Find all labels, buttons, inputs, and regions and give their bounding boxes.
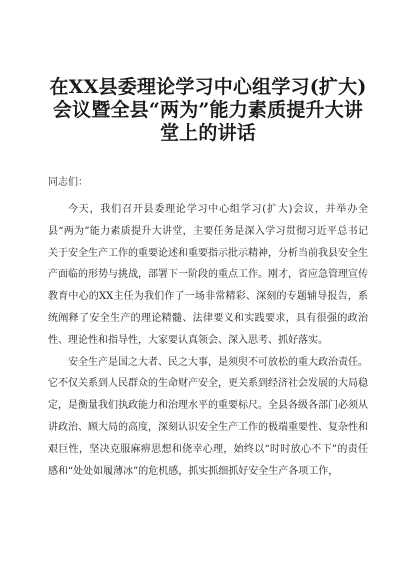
- body-paragraph-2: 安全生产是国之大者、民之大事，是须臾不可放松的重大政治责任。它不仅关系到人民群众的生命财产安全，更关系到经济社会发展的大局稳定，是衡量我们执政能力和治理水平的重要标尺。全县各级各部门必须从讲政治、顾大局的高度，深刻认识安全生产工作的极端重要性、复杂性和艰巨性，坚决克服麻痹思想和侥幸心理，始终以“时时放心不下”的责任感和“处处如履薄冰”的危机感，抓实抓细抓好安全生产各项工作，: [48, 356, 368, 477]
- salutation: 同志们：: [48, 177, 88, 188]
- document-title: 在XX县委理论学习中心组学习(扩大)会议暨全县“两为”能力素质提升大讲堂上的讲话: [49, 76, 367, 144]
- body-paragraph-1: 今天，我们召开县委理论学习中心组学习(扩大)会议，并举办全县“两为”能力素质提升大讲堂，主要任务是深入学习贯彻习近平总书记关于安全生产工作的重要论述和重要指示批示精神，分析当前我县安全生产面临的形势与挑战，部署下一阶段的重点工作。刚才，省应急管理宣传教育中心的XX主任为我们作了一场非常精彩、深刻的专题辅导报告，系统阐释了安全生产的理论精髓、法律要义和实践要求，具有很强的政治性、理论性和指导性，大家要认真领会、深入思考、抓好落实。: [48, 204, 368, 346]
